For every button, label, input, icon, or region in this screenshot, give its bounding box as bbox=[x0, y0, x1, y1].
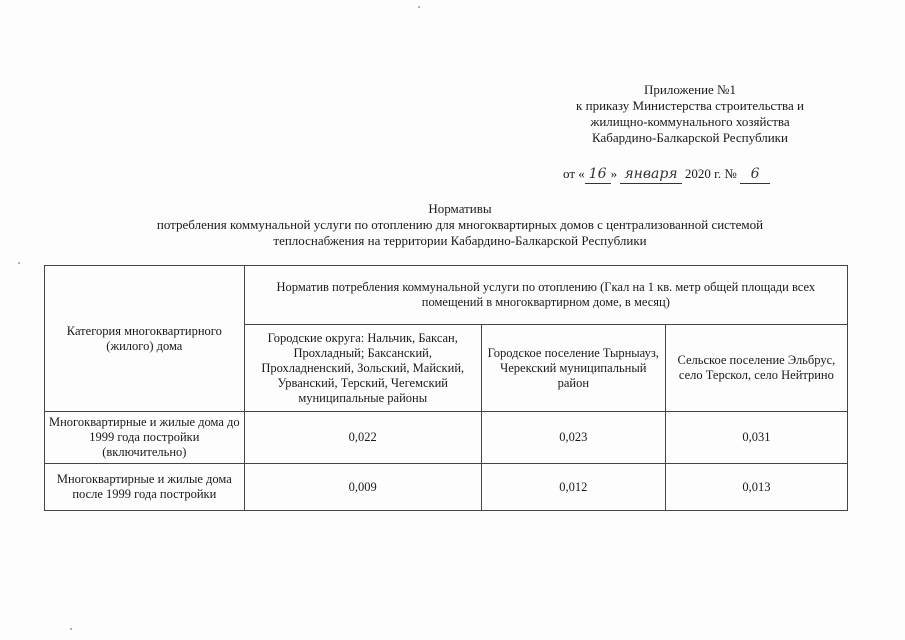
scan-speck bbox=[418, 6, 420, 8]
scan-speck bbox=[70, 628, 72, 630]
header-category: Категория многоквартирного (жилого) дома bbox=[45, 266, 245, 412]
title-line-2: потребления коммунальной услуги по отоплению для многоквартирных домов с централизованной системой bbox=[156, 217, 764, 232]
date-mid: » bbox=[610, 166, 618, 181]
row-value: 0,012 bbox=[481, 464, 665, 511]
date-year: 2020 г. № bbox=[684, 166, 737, 181]
row-category: Многоквартирные и жилые дома после 1999 года постройки bbox=[45, 464, 245, 511]
row-value: 0,013 bbox=[665, 464, 847, 511]
date-day: 16 bbox=[585, 165, 611, 184]
title-line-3: теплоснабжения на территории Кабардино-Балкарской Республики bbox=[273, 233, 647, 248]
annex-ministry-line: жилищно-коммунального хозяйства bbox=[590, 114, 790, 129]
annex-title: Приложение №1 bbox=[644, 82, 736, 97]
header-norm: Норматив потребления коммунальной услуги по отоплению (Гкал на 1 кв. метр общей площади всех помещений в многоквартирном доме, в месяц) bbox=[244, 266, 847, 325]
title-heading: Нормативы bbox=[428, 201, 492, 216]
date-prefix: от « bbox=[563, 166, 585, 181]
annex-block bbox=[540, 82, 840, 146]
row-category: Многоквартирные и жилые дома до 1999 года постройки (включительно) bbox=[45, 412, 245, 464]
row-value: 0,022 bbox=[244, 412, 481, 464]
scan-speck bbox=[18, 262, 20, 264]
document-title bbox=[60, 201, 860, 249]
norms-table bbox=[44, 265, 848, 511]
order-date-line bbox=[563, 165, 770, 184]
annex-order-line: к приказу Министерства строительства и bbox=[576, 98, 804, 113]
table-row bbox=[45, 464, 848, 511]
subheader-city-districts: Городские округа: Нальчик, Баксан, Прохладный; Баксанский, Прохладненский, Зольский, Майский, Урванский, Терский, Чегемский муниципальные районы bbox=[244, 325, 481, 412]
order-number: 6 bbox=[740, 165, 770, 184]
annex-republic-line: Кабардино-Балкарской Республики bbox=[592, 130, 788, 145]
row-value: 0,023 bbox=[481, 412, 665, 464]
table-header-row bbox=[45, 266, 848, 325]
subheader-elbrus: Сельское поселение Эльбрус, село Терскол, село Нейтрино bbox=[665, 325, 847, 412]
date-month: января bbox=[620, 165, 681, 184]
subheader-tyrnyauz: Городское поселение Тырныауз, Черекский муниципальный район bbox=[481, 325, 665, 412]
row-value: 0,009 bbox=[244, 464, 481, 511]
row-value: 0,031 bbox=[665, 412, 847, 464]
table-row bbox=[45, 412, 848, 464]
